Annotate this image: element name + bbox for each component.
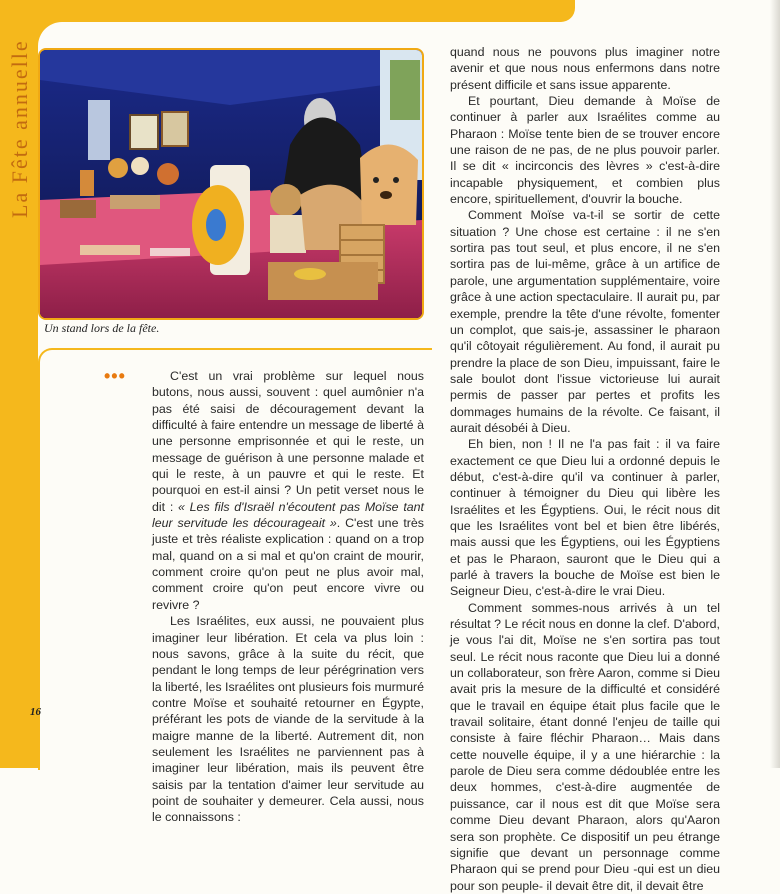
right-text-column (450, 44, 720, 894)
stand-photo-illustration (40, 50, 422, 318)
paragraph (152, 368, 424, 613)
paragraph: Les Israélites, eux aussi, ne pouvaient plus imaginer leur libération. Et cela va plus loin : nous savons, grâce à la suite du récit, que pendant le long temps de leur pérégrination vers la liberté, les Israélites ont plusieurs fois murmuré contre Moïse et souhaité retourner en Égypte, préférant les pots de viande de la servitude à la maigre manne de la liberté. Autrement dit, non seulement les Israélites ne parviennent pas à imaginer leur libération, mais ils peuvent être saisis par la tentation d'aimer leur servitude au point de souhaiter y demeurer. Cela aussi, nous le connaissons : (152, 614, 425, 825)
paragraph: Et pourtant, Dieu demande à Moïse de continuer à parler aux Israélites comme au Pharaon : Moïse tente bien de se trouver encore une raison de ne pas, de ne plus pouvoir parler. Il se dit « incirconcis des lèvres » c'est-à-dire incapable physiquement, et combien plus encore, spirituellement, d'ouvrir la bouche. (450, 94, 720, 207)
paragraph: Comment Moïse va-t-il se sortir de cette situation ? Une chose est certaine : il ne s'en sortira pas tout seul, et plus encore, il ne s'en sortira pas de lui-même, grâce à un artifice de parole, une argumentation supplémentaire, voire grâce à une action spectaculaire. Il aurait pu, par exemple, prendre la tête d'une révolte, fomenter un complot, que sais-je, assassiner le pharaon qu'il côtoyait régulièrement. Au fond, il aurait pu prendre la place de son Dieu, impuissant, faire le sale boulot dont l'issue victorieuse lui aurait permis de passer par pertes et profits les dommages humains de la révolte. Ce faisant, il aurait désobéi à Dieu. (450, 208, 720, 435)
paragraph: quand nous ne pouvons plus imaginer notre avenir et que nous nous enfermons dans notre présent difficile et sans issue apparente. (450, 45, 720, 92)
section-title: La Fête annuelle (7, 39, 32, 218)
paragraph-text: C'est un vrai problème sur lequel nous butons, nous aussi, souvent : quel aumônier n'a pas été saisi de découragement devant la difficulté à faire entendre un message de liberté à une personne emprisonnée et qui le reste, un message de guérison à une personne malade et qui le reste, à un pauvre et qui le reste. Et pourquoi en est-il ainsi ? Un petit verset nous le dit : (152, 369, 424, 514)
left-text-column (152, 368, 424, 826)
stand-photo (38, 48, 424, 320)
paragraph: Eh bien, non ! Il ne l'a pas fait : il va faire exactement ce que Dieu lui a ordonné depuis le début, c'est-à-dire qu'il va continuer à parler, continuer à témoigner du Dieu qui libère les Israélites et les Égyptiens. Oui, le récit nous dit que les Israélites vont bel et bien être libérés, mais aussi que les Égyptiens, oui les Égyptiens et pas le Pharaon, sauront que le Dieu qui a parlé à travers la bouche de Moïse est bien le Seigneur Dieu, c'est-à-dire le vrai Dieu. (450, 437, 720, 599)
top-orange-band (0, 0, 575, 22)
bullet-dots-icon: ••• (104, 366, 126, 386)
bible-quote: « Les fils d'Israël n'écoutent pas Moïse tant leur servitude les décourageait » (152, 499, 424, 531)
photo-caption: Un stand lors de la fête. (44, 321, 160, 335)
page-number: 16 (30, 706, 41, 718)
frame-corner (38, 22, 64, 48)
paragraph-text: . C'est une très juste et très réaliste explication : quand on a trop mal, quand on a si mal et qu'on craint de mourir, comment croire qu'on peut ne plus avoir mal, comment croire qu'on peut encore vivre ou revivre ? (152, 516, 424, 612)
paragraph: Comment sommes-nous arrivés à un tel résultat ? Le récit nous en donne la clef. D'abord, je vous l'ai dit, Moïse ne s'en sortira pas tout seul. Le récit nous raconte que Dieu lui a donné un collaborateur, son frère Aaron, comme si Dieu avait pris la mesure de la difficulté et considéré que le travail en équipe était plus facile que le travail solitaire, étant donné l'enjeu de taille qui consiste à faire fléchir Pharaon… Mais dans cette nouvelle équipe, il y a une hiérarchie : la parole de Dieu sera comme dédoublée entre les deux hommes, c'est-à-dire augmentée de puissance, car il nous est dit que Moïse sera comme Dieu devant Pharaon, alors qu'Aaron sera son prophète. Ce dispositif un peu étrange signifie que devant un personnage comme Pharaon qui se prend pour Dieu -qui est un dieu pour son peuple- il devait être dit, il devait être (450, 600, 720, 893)
page-edge-shadow (770, 0, 780, 768)
